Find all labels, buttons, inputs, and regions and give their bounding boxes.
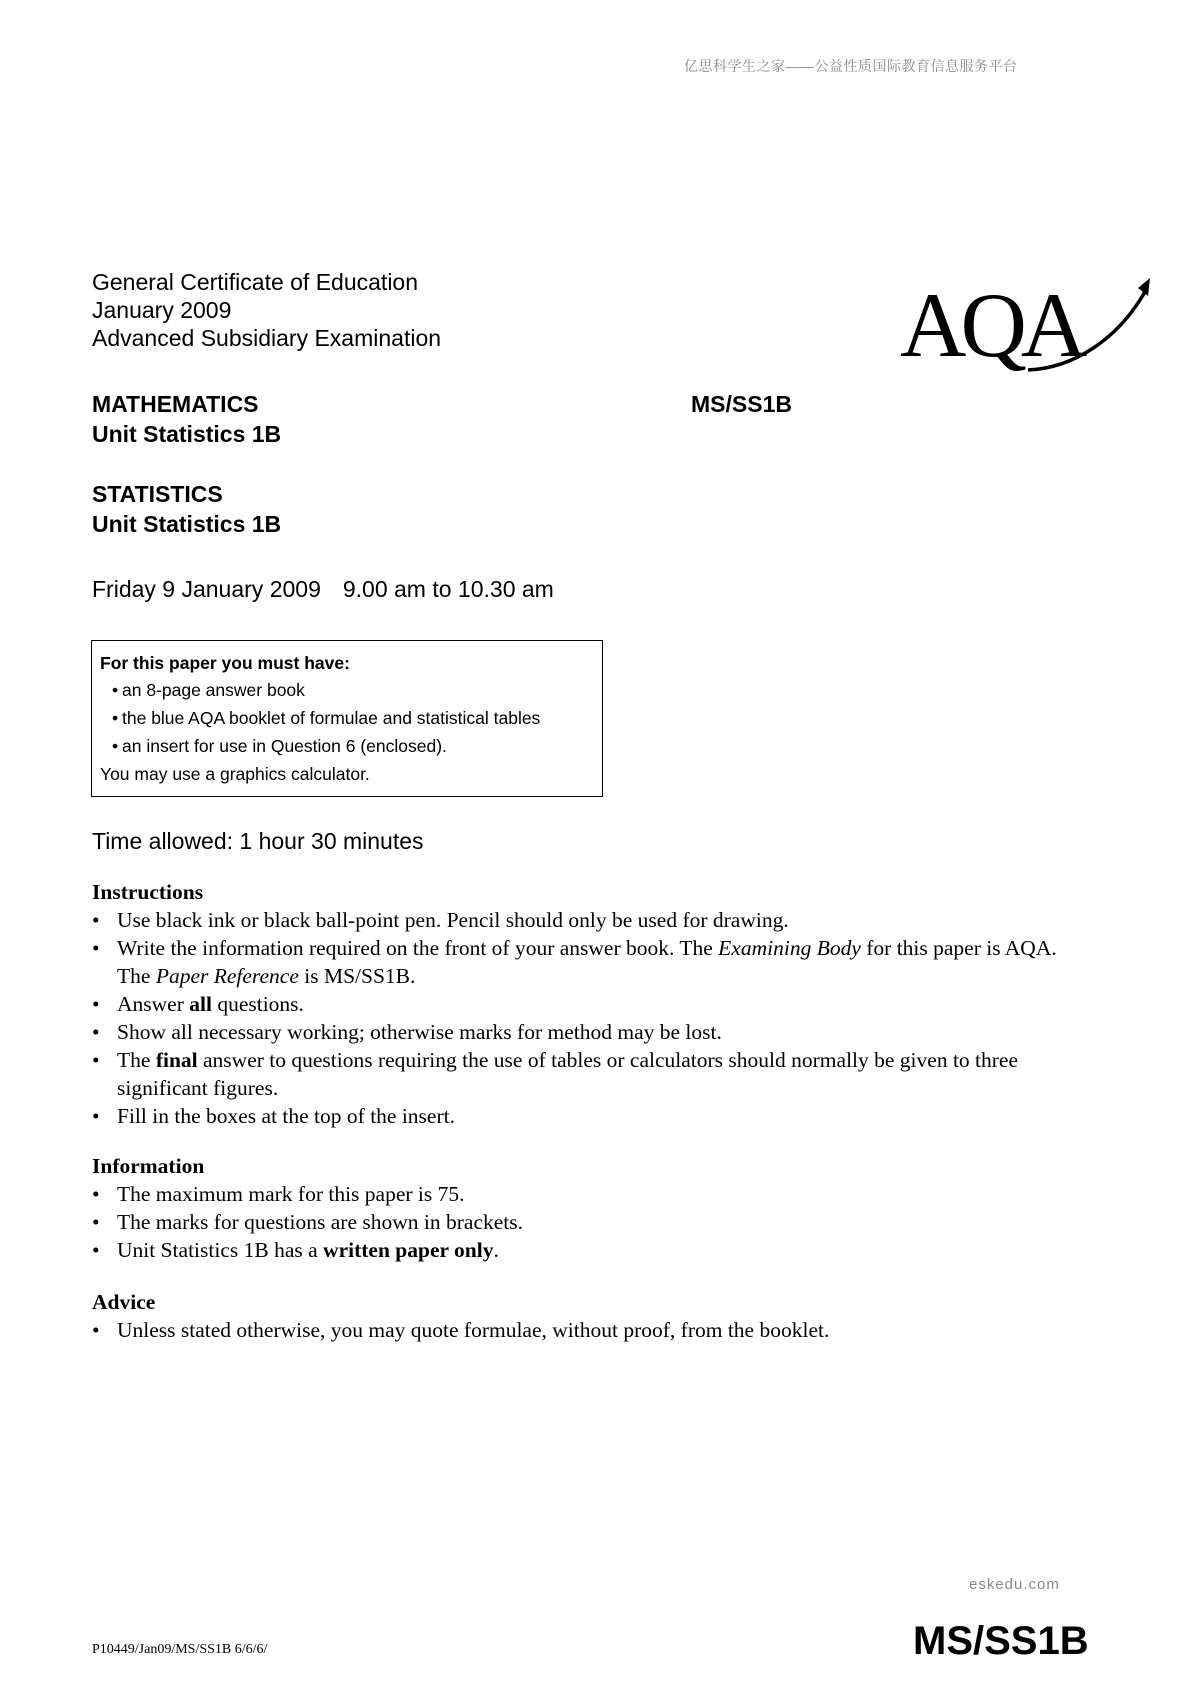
subject-statistics-block bbox=[92, 479, 281, 539]
unit-name-statistics: Unit Statistics 1B bbox=[92, 511, 282, 537]
information-item: • The marks for questions are shown in brackets. bbox=[92, 1210, 524, 1234]
bullet-icon: • bbox=[112, 736, 119, 756]
aqa-logo-text: AQA bbox=[900, 274, 1082, 374]
bullet-icon: • bbox=[92, 1210, 100, 1234]
bullet-icon: • bbox=[92, 908, 100, 932]
requirements-title: For this paper you must have: bbox=[100, 653, 350, 673]
exam-level: Advanced Subsidiary Examination bbox=[92, 325, 442, 351]
instruction-item: • Answer all questions. bbox=[92, 992, 304, 1016]
subject-mathematics-block bbox=[92, 389, 281, 449]
bullet-icon: • bbox=[92, 1104, 100, 1128]
exam-time: 9.00 am to 10.30 am bbox=[342, 576, 554, 602]
instruction-item: • Show all necessary working; otherwise marks for method may be lost. bbox=[92, 1020, 722, 1044]
bullet-icon: • bbox=[112, 708, 119, 728]
advice-item: • Unless stated otherwise, you may quote formulae, without proof, from the booklet. bbox=[92, 1318, 830, 1342]
bullet-icon: • bbox=[92, 1020, 100, 1044]
subject-mathematics: MATHEMATICS bbox=[92, 391, 259, 417]
instructions-heading: Instructions bbox=[92, 880, 204, 904]
instruction-item: • The final answer to questions requiring the use of tables or calculators should normally be given to three significant figures. bbox=[92, 1048, 1019, 1100]
requirement-item: • the blue AQA booklet of formulae and statistical tables bbox=[100, 704, 594, 732]
watermark-bottom: eskedu.com bbox=[969, 1576, 1060, 1593]
advice-list bbox=[92, 1316, 1092, 1344]
instructions-section bbox=[92, 878, 1092, 1130]
advice-section bbox=[92, 1288, 1092, 1344]
bullet-icon: • bbox=[92, 992, 100, 1016]
requirement-item: • an 8-page answer book bbox=[100, 676, 594, 704]
time-allowed: Time allowed: 1 hour 30 minutes bbox=[92, 828, 424, 854]
instruction-item: • Write the information required on the front of your answer book. The Examining Body for this paper is AQA. The Paper Reference is MS/SS1B. bbox=[92, 936, 1057, 988]
information-section bbox=[92, 1152, 1092, 1264]
bullet-icon: • bbox=[92, 936, 100, 960]
calculator-note: You may use a graphics calculator. bbox=[100, 764, 370, 784]
requirement-item: • an insert for use in Question 6 (enclosed). bbox=[100, 732, 594, 760]
bullet-icon: • bbox=[112, 680, 119, 700]
exam-session: January 2009 bbox=[92, 297, 232, 323]
information-item: • The maximum mark for this paper is 75. bbox=[92, 1182, 465, 1206]
information-item: • Unit Statistics 1B has a written paper only. bbox=[92, 1238, 499, 1262]
footer-reference: P10449/Jan09/MS/SS1B 6/6/6/ bbox=[92, 1642, 268, 1657]
bullet-icon: • bbox=[92, 1182, 100, 1206]
paper-code-top: MS/SS1B bbox=[691, 391, 792, 417]
exam-date: Friday 9 January 2009 bbox=[92, 576, 321, 602]
watermark-top: 亿思科学生之家——公益性质国际教育信息服务平台 bbox=[684, 58, 1018, 74]
qualification-title: General Certificate of Education bbox=[92, 269, 419, 295]
instruction-item: • Use black ink or black ball-point pen. Pencil should only be used for drawing. bbox=[92, 908, 789, 932]
bullet-icon: • bbox=[92, 1048, 100, 1072]
bullet-icon: • bbox=[92, 1318, 100, 1342]
unit-name-mathematics: Unit Statistics 1B bbox=[92, 421, 282, 447]
information-heading: Information bbox=[92, 1154, 205, 1178]
exam-date-time bbox=[92, 574, 554, 604]
paper-code-bottom: MS/SS1B bbox=[913, 1619, 1089, 1663]
requirements-box bbox=[91, 640, 603, 797]
aqa-logo bbox=[898, 270, 1154, 374]
advice-heading: Advice bbox=[92, 1290, 156, 1314]
instruction-item: • Fill in the boxes at the top of the insert. bbox=[92, 1104, 455, 1128]
bullet-icon: • bbox=[92, 1238, 100, 1262]
subject-statistics: STATISTICS bbox=[92, 481, 223, 507]
information-list bbox=[92, 1180, 1092, 1264]
qualification-header bbox=[92, 268, 441, 352]
instructions-list bbox=[92, 906, 1092, 1130]
requirements-list bbox=[100, 676, 594, 760]
